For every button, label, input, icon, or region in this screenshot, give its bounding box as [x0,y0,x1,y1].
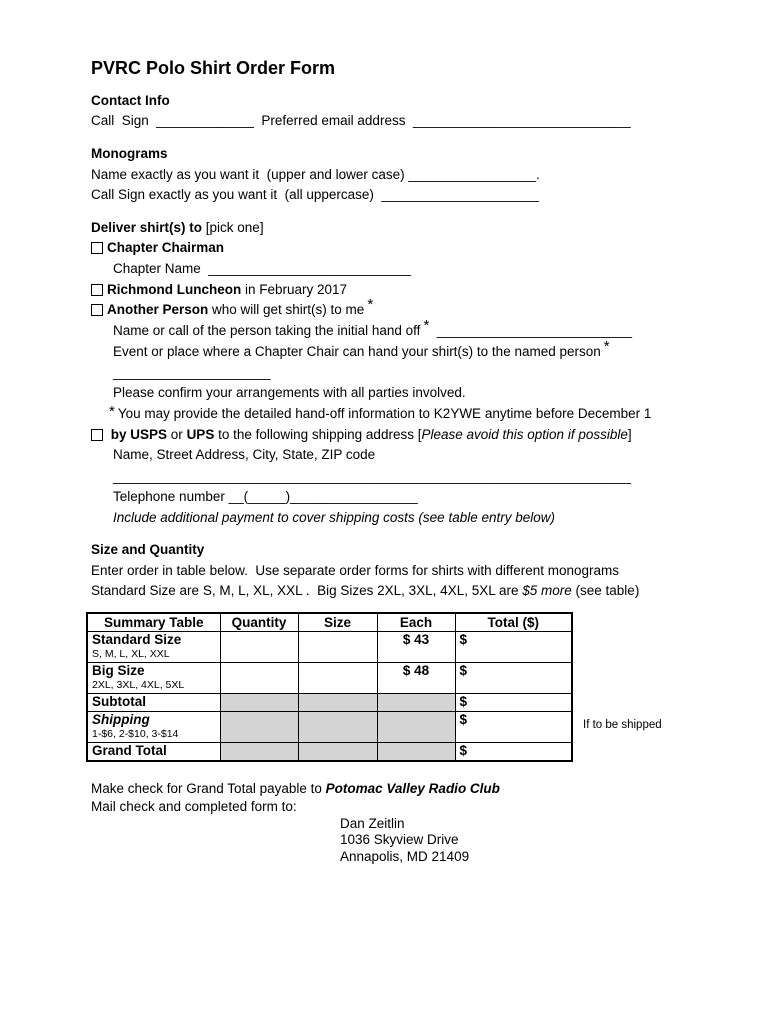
shipping-shaded-1 [220,712,298,743]
handoff-event-line [113,338,610,360]
big-total-cell[interactable]: $ [455,663,572,694]
payable-text: Make check for Grand Total payable to [91,781,326,796]
order-instructions-line: Enter order in table below. Use separate order forms for shirts with different monograms [91,563,619,578]
big-size-list: 2XL, 3XL, 4XL, 5XL [92,679,185,691]
avoid-option-note: Please avoid this option if possible [421,427,628,442]
another-person-suffix: who will get shirt(s) to me [208,302,365,317]
page-title: PVRC Polo Shirt Order Form [91,58,336,78]
star-note-line [109,405,651,422]
handoff-person-label: Name or call of the person taking the initial hand off [113,323,421,338]
big-each-price: $ 48 [377,663,455,694]
subtotal-shaded-3 [377,694,455,712]
shipping-shaded-3 [377,712,455,743]
big-size-surcharge: $5 more [522,583,572,598]
big-quantity-cell[interactable] [220,663,298,694]
subtotal-label: Subtotal [92,694,146,709]
big-size-cell [87,663,220,694]
grand-shaded-1 [220,743,298,761]
shipping-note: If to be shipped [583,719,662,731]
table-row-grand-total [87,743,572,761]
shipping-shaded-2 [298,712,377,743]
monogram-name-line[interactable]: Name exactly as you want it (upper and lower case) _________________. [91,167,540,182]
usps-label: by USPS [110,427,168,442]
shipping-label: Shipping [92,712,150,727]
table-row-big [87,663,572,694]
standard-size-input-cell[interactable] [298,632,377,663]
standard-total-cell[interactable]: $ [455,632,572,663]
table-row-subtotal [87,694,572,712]
option-richmond-luncheon[interactable] [91,281,347,298]
header-total: Total ($) [455,613,572,632]
richmond-luncheon-checkbox[interactable] [91,284,103,296]
address-label-line: Name, Street Address, City, State, ZIP code [113,447,376,462]
grand-total-label: Grand Total [92,743,167,758]
table-row-standard [87,632,572,663]
asterisk: * [603,338,610,355]
confirm-line: Please confirm your arrangements with all parties involved. [113,385,466,400]
grand-total-value-cell[interactable]: $ [455,743,572,761]
shipping-rates: 1-$6, 2-$10, 3-$14 [92,728,179,740]
subtotal-shaded-2 [298,694,377,712]
sizes-text: Standard Size are S, M, L, XL, XXL . Big Sizes 2XL, 3XL, 4XL, 5XL are [91,583,523,598]
standard-size-list: S, M, L, XL, XXL [92,648,170,660]
asterisk: * [109,403,115,420]
standard-size-label: Standard Size [92,632,182,647]
monogram-callsign-line[interactable]: Call Sign exactly as you want it (all uppercase) _____________________ [91,187,540,202]
contact-line[interactable]: Call Sign _____________ Preferred email address _____________________________ [91,113,631,128]
handoff-person-line[interactable] [113,317,632,339]
payee-name: Potomac Valley Radio Club [325,781,500,796]
another-person-label: Another Person [107,302,209,317]
chapter-chairman-checkbox[interactable] [91,242,103,254]
shipping-cost-note: Include additional payment to cover shipping costs (see table entry below) [113,510,555,525]
option-another-person[interactable] [91,296,374,318]
chapter-name-line[interactable]: Chapter Name ___________________________ [113,261,412,276]
big-size-label: Big Size [92,663,145,678]
asterisk: * [423,317,430,334]
address-blank-line[interactable]: _____________________________________________________________________ [113,469,632,484]
shipping-total-cell[interactable]: $ [455,712,572,743]
header-summary: Summary Table [87,613,220,632]
sizes-line [91,582,639,599]
usps-ups-checkbox[interactable] [91,429,103,441]
grand-shaded-3 [377,743,455,761]
or-text: or [167,427,187,442]
mail-instructions: Mail check and completed form to: [91,799,297,814]
option-usps-ups[interactable] [91,426,632,443]
standard-quantity-cell[interactable] [220,632,298,663]
deliver-heading-line [91,219,264,236]
deliver-heading-suffix: [pick one] [202,220,264,235]
contact-heading: Contact Info [91,93,170,108]
shipping-address-text: to the following shipping address [ [214,427,422,442]
bracket-close: ] [627,427,632,442]
address-street: 1036 Skyview Drive [340,832,459,847]
address-city: Annapolis, MD 21409 [340,849,470,864]
sizes-suffix: (see table) [571,583,640,598]
header-each: Each [377,613,455,632]
size-quantity-heading: Size and Quantity [91,542,205,557]
address-name: Dan Zeitlin [340,816,405,831]
subtotal-shaded-1 [220,694,298,712]
table-row-shipping [87,712,572,743]
telephone-line[interactable]: Telephone number __(_____)_________________ [113,489,418,504]
handoff-event-blank[interactable]: _____________________ [113,365,271,380]
option-chapter-chairman[interactable] [91,239,224,256]
handoff-event-label: Event or place where a Chapter Chair can hand your shirt(s) to the named person [113,344,601,359]
subtotal-cell [87,694,220,712]
payable-line [91,780,500,797]
ups-label: UPS [186,427,215,442]
standard-each-price: $ 43 [377,632,455,663]
deliver-heading: Deliver shirt(s) to [91,220,203,235]
table-header-row [87,613,572,632]
another-person-checkbox[interactable] [91,304,103,316]
header-quantity: Quantity [220,613,298,632]
header-size: Size [298,613,377,632]
richmond-luncheon-label: Richmond Luncheon [107,282,242,297]
grand-shaded-2 [298,743,377,761]
chapter-chairman-label: Chapter Chairman [107,240,225,255]
standard-size-cell [87,632,220,663]
shipping-cell [87,712,220,743]
monograms-heading: Monograms [91,146,168,161]
handoff-person-blank[interactable]: __________________________ [429,323,632,338]
asterisk: * [367,296,374,313]
star-note-text: You may provide the detailed hand-off information to K2YWE anytime before December 1 [117,406,652,421]
grand-total-cell [87,743,220,761]
big-size-input-cell[interactable] [298,663,377,694]
summary-table [86,612,573,762]
richmond-luncheon-suffix: in February 2017 [241,282,348,297]
subtotal-total-cell[interactable]: $ [455,694,572,712]
